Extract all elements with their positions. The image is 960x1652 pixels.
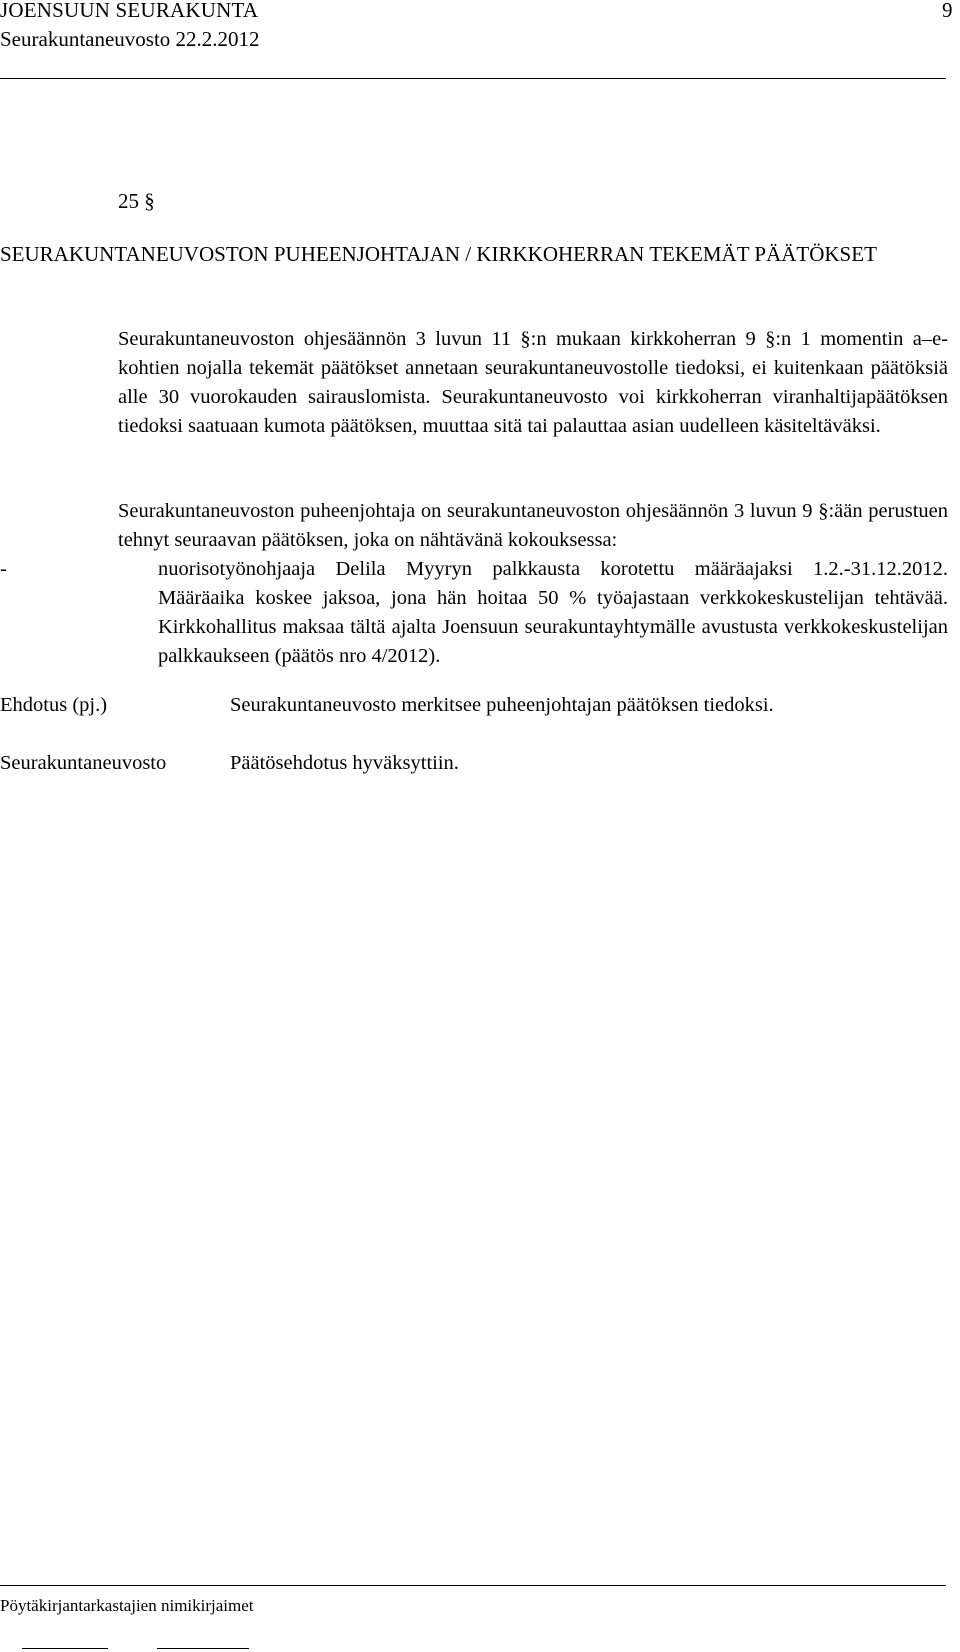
section-number: 25 § bbox=[118, 189, 155, 213]
page-number: 9 bbox=[942, 0, 953, 22]
council-decision: Päätösehdotus hyväksyttiin. bbox=[230, 752, 459, 774]
paragraph-decision-intro: Seurakuntaneuvoston puheenjohtaja on seurakuntaneuvoston ohjesäännön 3 luvun 9 §:ään perustuen tehnyt seuraavan päätöksen, joka on nähtävänä kokouksessa: bbox=[118, 500, 948, 551]
meeting-date: Seurakuntaneuvosto 22.2.2012 bbox=[0, 27, 260, 51]
proposal-text: Seurakuntaneuvosto merkitsee puheenjohtajan päätöksen tiedoksi. bbox=[230, 694, 774, 716]
section-title: SEURAKUNTANEUVOSTON PUHEENJOHTAJAN / KIRKKOHERRAN TEKEMÄT PÄÄTÖKSET bbox=[0, 242, 877, 266]
organization-name: JOENSUUN SEURAKUNTA bbox=[0, 0, 259, 22]
proposal-label: Ehdotus (pj.) bbox=[0, 694, 108, 716]
council-label: Seurakuntaneuvosto bbox=[0, 752, 167, 774]
signature-line bbox=[22, 1648, 108, 1649]
paragraph-rules: Seurakuntaneuvoston ohjesäännön 3 luvun 11 §:n mukaan kirkkoherran 9 §:n 1 momentin a–e-kohtien nojalla tekemät päätökset annetaan seurakuntaneuvostolle tiedoksi, ei kuitenkaan päätöksiä alle 30 vuorokauden sairauslomista. Seurakuntaneuvosto voi kirkkoherran viranhaltijapäätöksen tiedoksi saatuaan kumota päätöksen, muuttaa sitä tai palauttaa asian uudelleen käsiteltäväksi. bbox=[118, 328, 948, 437]
signatures-label: Pöytäkirjantarkastajien nimikirjaimet bbox=[0, 1596, 254, 1615]
list-item-text: nuorisotyönohjaaja Delila Myyryn palkkausta korotettu määräajaksi 1.2.-31.12.2012. Määräaika koskee jaksoa, jona hän hoitaa 50 % työajastaan verkkokeskustelijan tehtävää. Kirkkohallitus maksaa tältä ajalta Joensuun seurakuntayhtymälle avustusta verkkokeskustelijan palkkaukseen (päätös nro 4/2012). bbox=[158, 558, 948, 667]
list-bullet: - bbox=[0, 558, 7, 580]
signature-line bbox=[157, 1648, 249, 1649]
header-divider bbox=[0, 78, 946, 79]
footer-divider bbox=[0, 1585, 946, 1586]
